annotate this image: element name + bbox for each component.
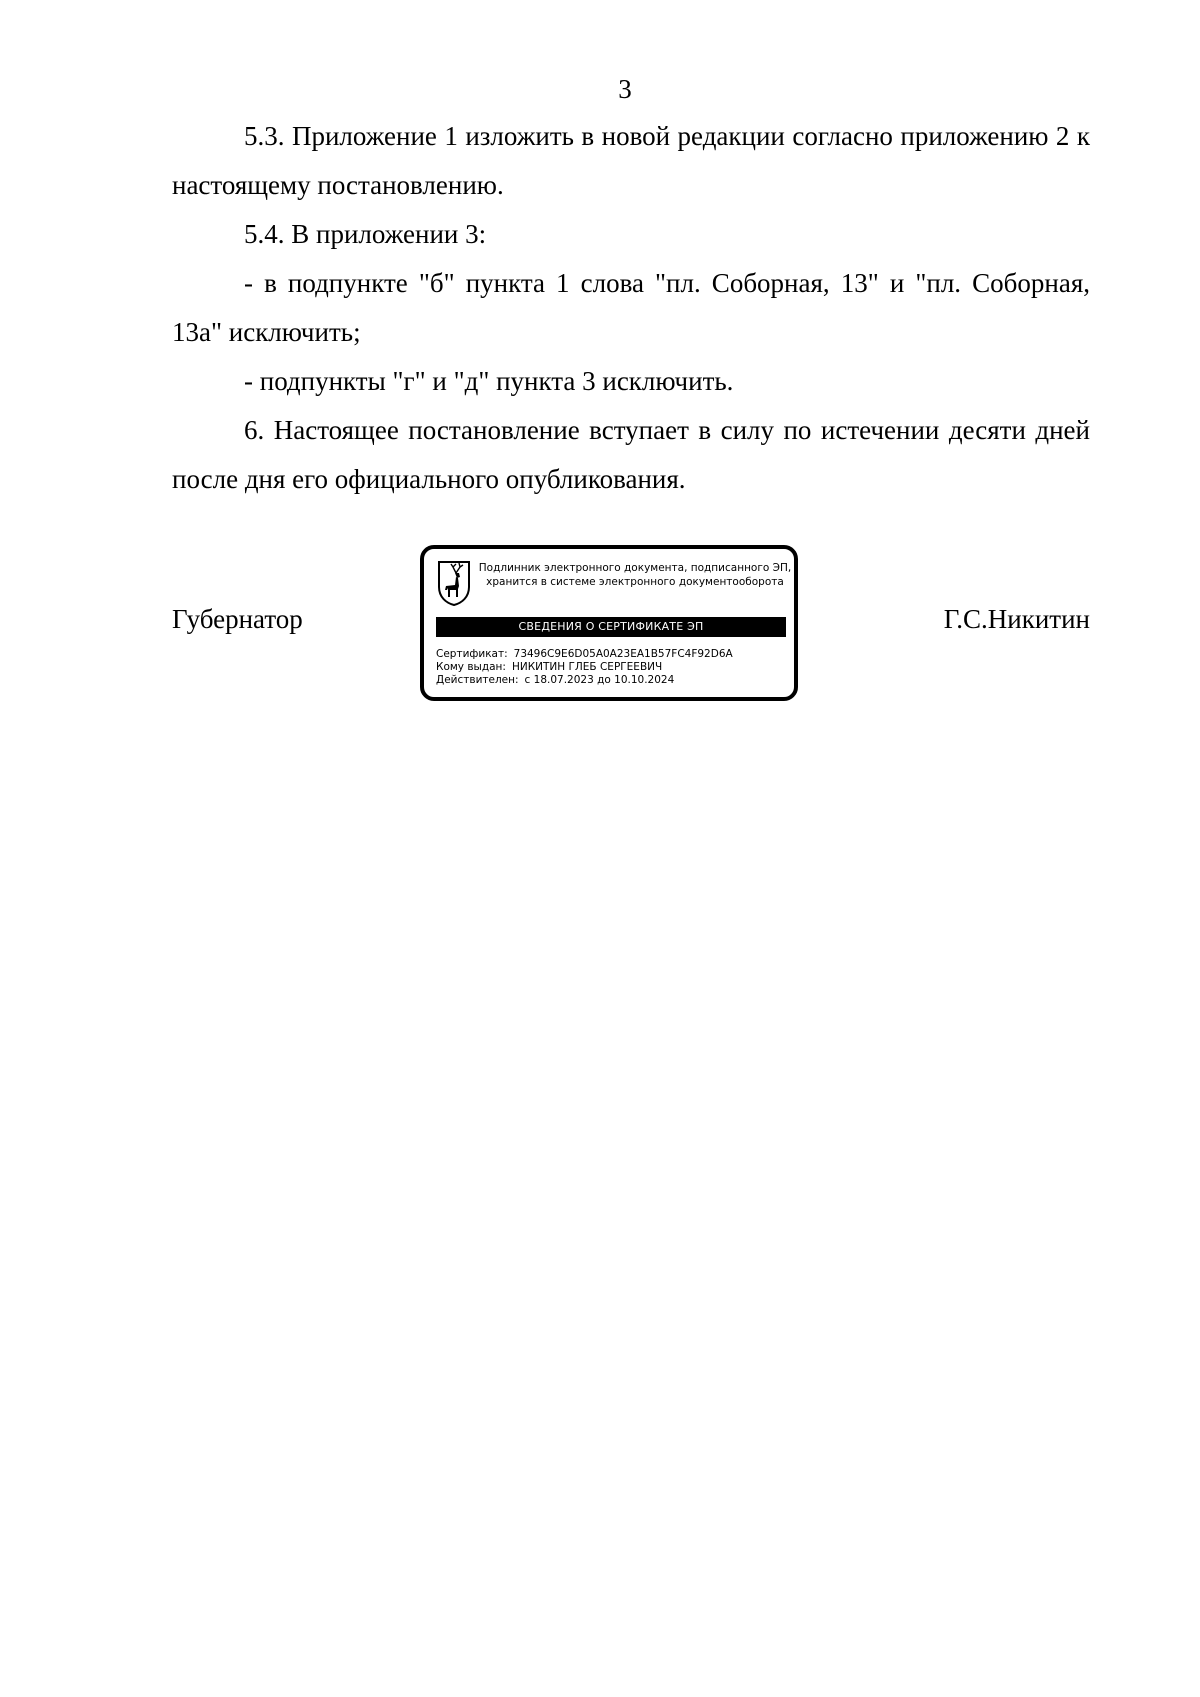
issued-to-label: Кому выдан: (436, 661, 506, 673)
page-number: 3 (618, 74, 632, 104)
paragraph-5-4-item-g-d: - подпункты "г" и "д" пункта 3 исключить. (244, 366, 734, 396)
valid-value: с 18.07.2023 до 10.10.2024 (524, 674, 675, 686)
document-body (172, 112, 1090, 504)
valid-row (436, 674, 786, 687)
stamp-header-line-1: Подлинник электронного документа, подписанного ЭП, (478, 562, 792, 574)
paragraph-6: 6. Настоящее постановление вступает в силу по истечении десяти дней после дня его официального опубликования. (172, 415, 1090, 494)
issued-to-row (436, 661, 786, 674)
certificate-label: Сертификат: (436, 648, 508, 660)
signatory-title: Губернатор (172, 604, 303, 634)
stamp-certificate-details (436, 648, 786, 687)
certificate-row (436, 648, 786, 661)
issued-to-value: НИКИТИН ГЛЕБ СЕРГЕЕВИЧ (511, 661, 663, 673)
coat-of-arms-deer-icon (436, 559, 472, 607)
certificate-value: 73496C9E6D05A0A23EA1B57FC4F92D6A (513, 648, 733, 660)
paragraph-5-4: 5.4. В приложении 3: (244, 219, 487, 249)
stamp-header-line-2: хранится в системе электронного документооборота (486, 576, 784, 588)
paragraph-5-3: 5.3. Приложение 1 изложить в новой редакции согласно приложению 2 к настоящему постановлению. (172, 121, 1090, 200)
valid-label: Действителен: (436, 674, 519, 686)
electronic-signature-stamp (420, 545, 798, 701)
signature-block (172, 545, 1090, 707)
signatory-name: Г.С.Никитин (943, 604, 1090, 634)
paragraph-5-4-item-b: - в подпункте "б" пункта 1 слова "пл. Соборная, 13" и "пл. Соборная, 13а" исключить; (172, 268, 1090, 347)
stamp-certificate-bar: СВЕДЕНИЯ О СЕРТИФИКАТЕ ЭП (436, 617, 786, 637)
stamp-header (476, 561, 794, 589)
